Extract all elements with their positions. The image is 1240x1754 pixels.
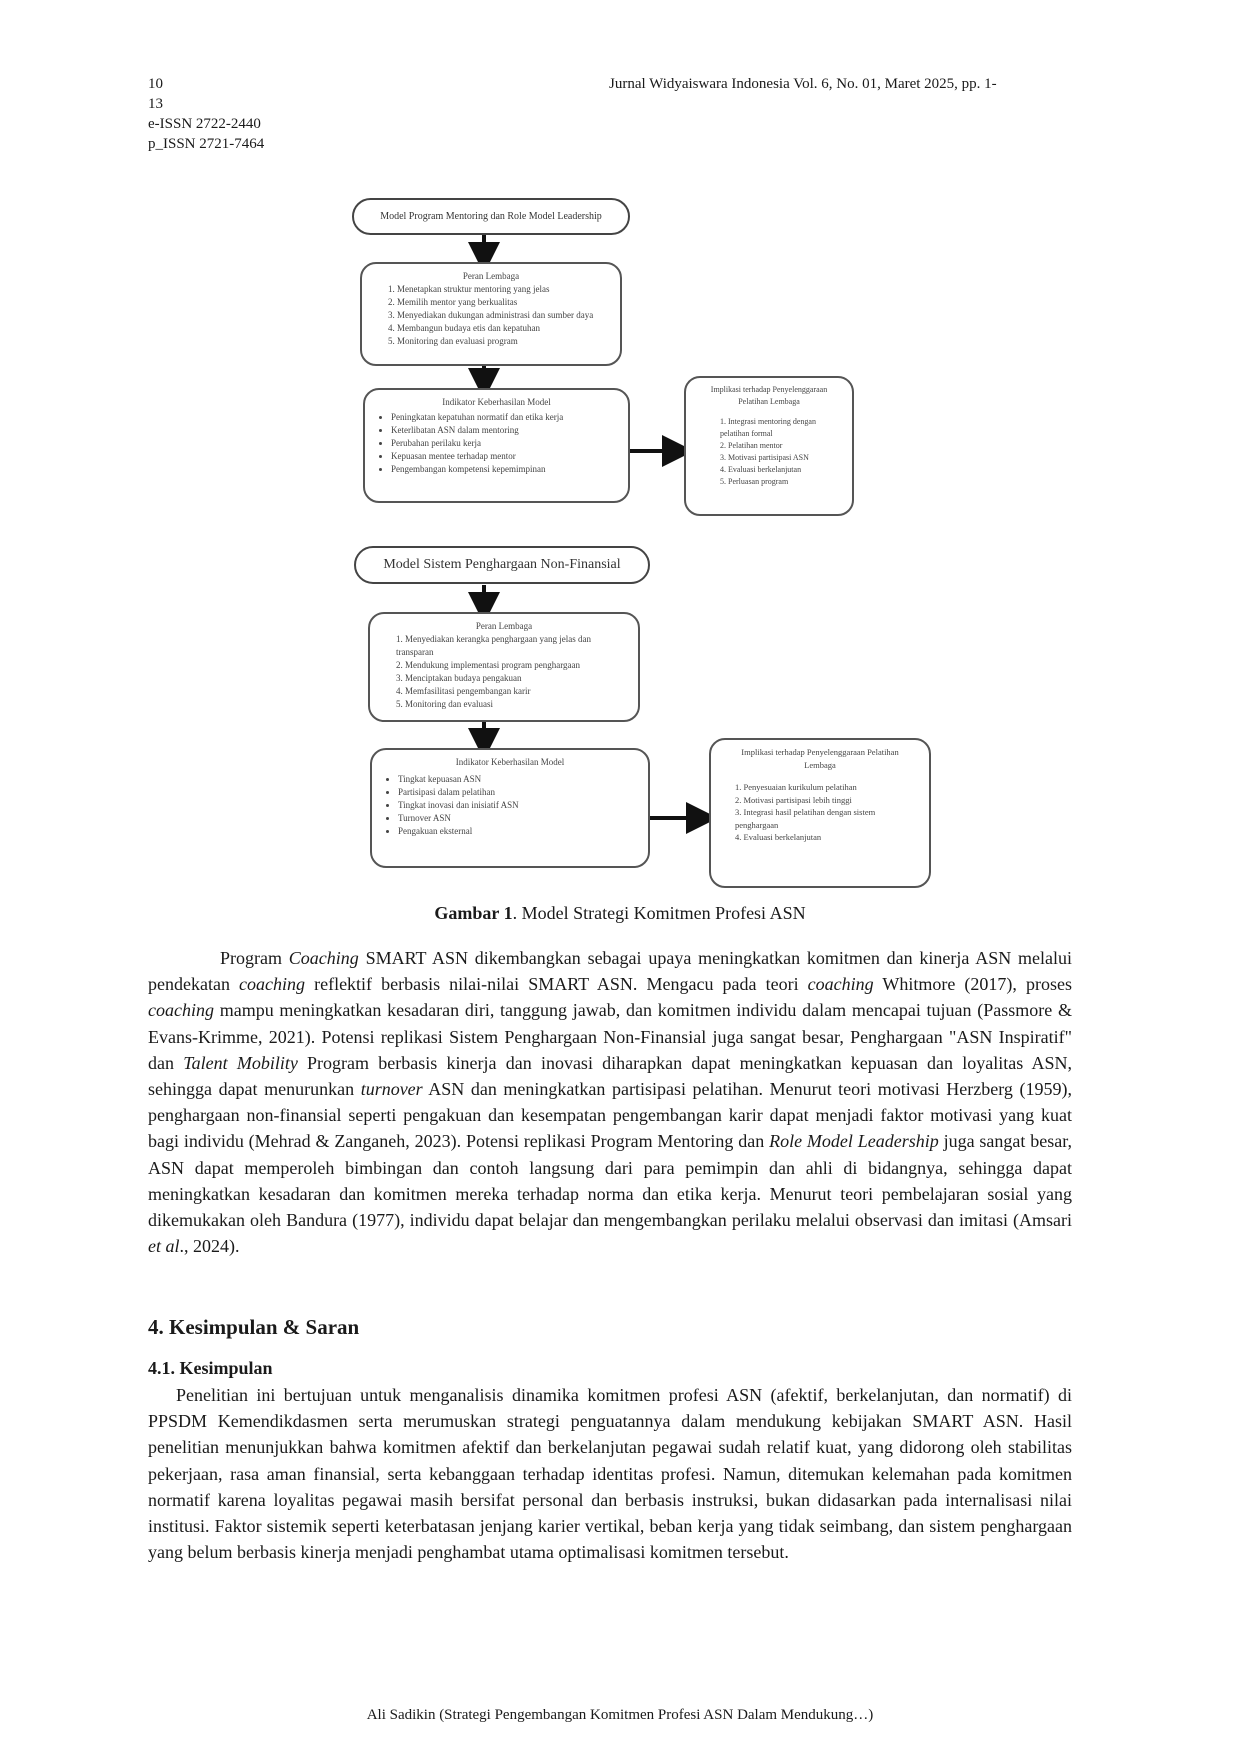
model1-implikasi-list [686,408,852,488]
italic-term: turnover [360,1079,423,1100]
model1-peran-item: 5. Monitoring dan evaluasi program [388,336,518,346]
model1-indikator-item: • Kepuasan mentee terhadap mentor [391,450,628,463]
model1-implikasi-item: 2. Pelatihan mentor [720,441,783,450]
model1-title-box [352,198,630,235]
model1-implikasi-item: 1. Integrasi mentoring dengan pelatihan formal [720,417,816,438]
model2-peran-item: 2. Mendukung implementasi program penghargaan [396,660,581,670]
model2-peran-item: 5. Monitoring dan evaluasi [396,699,493,709]
model2-indikator-item: • Tingkat kepuasan ASN [398,773,648,786]
page-footer: Ali Sadikin (Strategi Pengembangan Komitmen Profesi ASN Dalam Mendukung…) [366,1707,874,1723]
paragraph-text: ., 2024). [179,1236,240,1257]
model2-implikasi-title: Implikasi terhadap Penyelenggaraan Pelatihan Lembaga [741,747,899,770]
paragraph-text: mampu meningkatkan kesadaran diri, tanggung jawab, dan komitmen individu dalam mencapai tujuan (Passmore & Evans-Krimme, 2021). Potensi replikasi Sistem Penghargaan Non-Finansial juga sangat besar, Penghargaan "ASN Inspiratif" dan [148,1000,1072,1073]
italic-term: Role Model Leadership [769,1131,939,1152]
model2-peran-list [370,633,638,711]
italic-term: coaching [239,974,306,995]
model2-peran-box [368,612,640,722]
italic-term: coaching [148,1000,214,1021]
model1-indikator-item: • Pengembangan kompetensi kepemimpinan [391,463,628,476]
paragraph-text: juga sangat besar, ASN dapat memperoleh bimbingan dan contoh langsung dari para pemimpin dan ahli di bidangnya, sehingga dapat meningkatkan kesadaran dan komitmen mereka terhadap norma dan etika kerja. Menurut teori pembelajaran sosial yang dikemukakan oleh Bandura (1977), individu dapat belajar dan mengembangkan perilaku melalui observasi dan imitasi (Amsari [148,1131,1072,1231]
model2-indikator-title: Indikator Keberhasilan Model [455,757,565,767]
model2-implikasi-box [709,738,931,888]
model2-title-box [354,546,650,584]
model1-peran-item: 3. Menyediakan dukungan administrasi dan sumber daya [388,310,594,320]
model1-implikasi-item: 3. Motivasi partisipasi ASN [720,453,809,462]
model2-indikator-list [372,773,648,838]
model2-indikator-box [370,748,650,868]
page-number: 10 [148,76,163,92]
italic-term: Coaching [288,948,359,968]
header-left [148,74,264,154]
model2-implikasi-list [711,771,929,844]
model2-indikator-item: • Turnover ASN [398,812,648,825]
paragraph-text: SMART ASN dikembangkan sebagai upaya meningkatkan komitmen dan kinerja ASN melalui pendekatan [148,948,1072,995]
model2-implikasi-item: 1. Penyesuaian kurikulum pelatihan [735,782,857,792]
figure-caption-label: Gambar 1 [434,903,513,923]
model1-peran-title: Peran Lembaga [462,271,520,281]
body-paragraph-2: Penelitian ini bertujuan untuk menganalisis dinamika komitmen profesi ASN (afektif, berkelanjutan, dan normatif) di PPSDM Kemendikdasmen serta merumuskan strategi penguatannya dalam mendukung kebijakan SMART ASN. Hasil penelitian menunjukkan bahwa komitmen afektif dan berkelanjutan pegawai sudah relatif kuat, yang didorong oleh stabilitas pekerjaan, rasa aman finansial, serta kebanggaan terhadap identitas profesi. Namun, ditemukan kelemahan pada komitmen normatif karena loyalitas pegawai masih bersifat personal dan berbasis instruksi, bukan didasarkan pada internalisasi nilai institusi. Faktor sistemik seperti keterbatasan jenjang karier vertikal, beban kerja yang tidak seimbang, dan sistem penghargaan yang belum berbasis kinerja menjadi penghambat utama optimalisasi komitmen tersebut. [148,1385,1072,1563]
journal-header: Jurnal Widyaiswara Indonesia Vol. 6, No. 01, Maret 2025, pp. 1- [609,76,997,92]
italic-term: et al [148,1236,180,1257]
model1-indikator-item: • Keterlibatan ASN dalam mentoring [391,424,628,437]
model1-implikasi-item: 5. Perluasan program [720,477,789,486]
paragraph-text: ASN dan meningkatkan partisipasi pelatihan. Menurut teori motivasi Herzberg (1959), penghargaan non-finansial seperti pengakuan dan kesempatan pengembangan karir dapat menjadi faktor motivasi yang kuat bagi individu (Mehrad & Zanganeh, 2023). Potensi replikasi Program Mentoring dan [148,1079,1073,1152]
model1-title: Model Program Mentoring dan Role Model Leadership [380,211,602,222]
section-heading: 4. Kesimpulan & Saran [148,1315,360,1339]
model2-peran-item: 4. Memfasilitasi pengembangan karir [396,686,531,696]
model2-peran-item: 1. Menyediakan kerangka penghargaan yang jelas dan transparan [396,634,592,657]
model2-indikator-item: • Tingkat inovasi dan inisiatif ASN [398,799,648,812]
model2-peran-title: Peran Lembaga [475,621,533,631]
paragraph-text: Whitmore (2017), proses [873,974,1072,995]
model2-indikator-item: • Pengakuan eksternal [398,825,648,838]
model2-implikasi-item: 2. Motivasi partisipasi lebih tinggi [735,794,852,805]
model2-implikasi-item: 4. Evaluasi berkelanjutan [735,832,822,842]
model1-implikasi-title: Implikasi terhadap Penyelenggaraan Pelatihan Lembaga [710,385,828,406]
italic-term: Talent Mobility [183,1052,298,1073]
subsection-heading: 4.1. Kesimpulan [148,1358,273,1378]
figure-caption [0,903,1240,924]
model2-implikasi-item: 3. Integrasi hasil pelatihan dengan sistem penghargaan [735,807,876,830]
model1-implikasi-item: 4. Evaluasi berkelanjutan [720,465,802,474]
model1-peran-item: 4. Membangun budaya etis dan kepatuhan [388,323,540,333]
figure-caption-text: . Model Strategi Komitmen Profesi ASN [512,903,806,923]
model1-peran-item: 1. Menetapkan struktur mentoring yang jelas [388,284,550,294]
body-paragraph-1 [148,945,1072,1259]
model1-indikator-item: • Perubahan perilaku kerja [391,437,628,450]
model1-indikator-item: • Peningkatan kepatuhan normatif dan etika kerja [391,411,628,424]
paragraph-text: Program [220,948,289,968]
model1-peran-box [360,262,622,366]
model1-implikasi-box [684,376,854,516]
model1-peran-item: 2. Memilih mentor yang berkualitas [388,297,518,307]
model2-peran-item: 3. Menciptakan budaya pengakuan [396,673,522,683]
model2-indikator-item: • Partisipasi dalam pelatihan [398,786,648,799]
model1-indikator-list [365,411,628,476]
paragraph-text: reflektif berbasis nilai-nilai SMART ASN. Mengacu pada teori [305,974,808,995]
italic-term: coaching [807,974,874,995]
page-number-continued: 13 [148,96,163,112]
eissn: e-ISSN 2722-2440 [148,116,261,132]
model2-title: Model Sistem Penghargaan Non-Finansial [383,557,621,572]
paragraph-text: Program berbasis kinerja dan inovasi diharapkan dapat meningkatkan kepuasan dan loyalitas ASN, sehingga dapat menurunkan [148,1052,1072,1100]
pissn: p_ISSN 2721-7464 [148,136,265,152]
model1-indikator-title: Indikator Keberhasilan Model [442,397,551,407]
model1-peran-list [362,283,620,348]
model1-indikator-box [363,388,630,503]
